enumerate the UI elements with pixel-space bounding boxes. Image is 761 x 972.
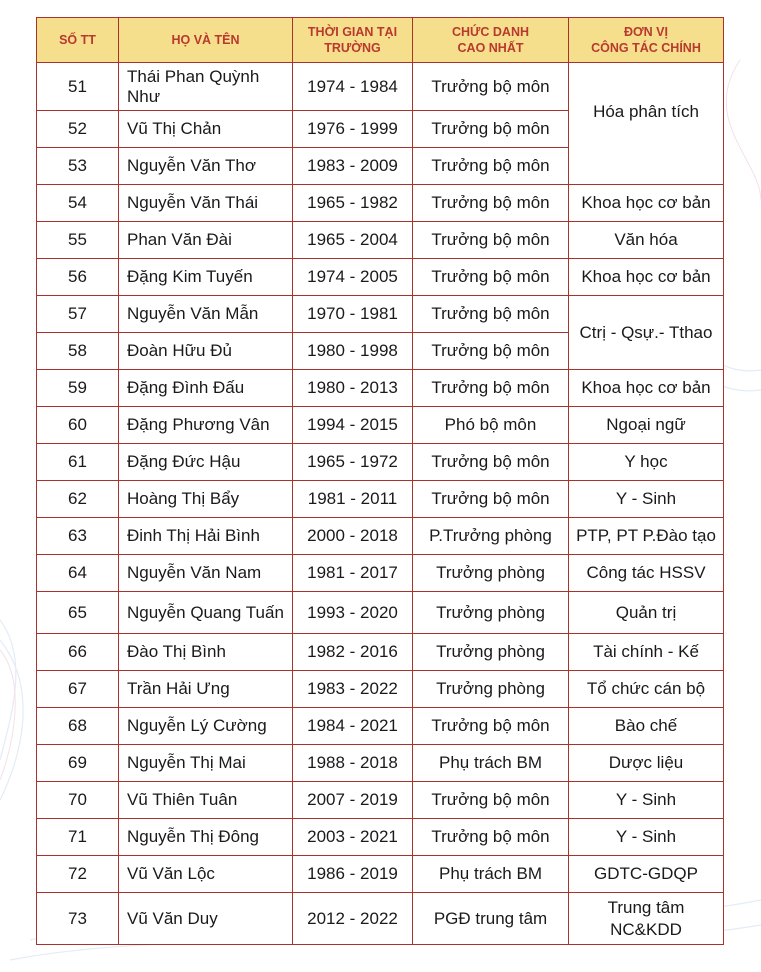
stt-cell: 57 bbox=[37, 296, 119, 333]
header-unit bbox=[569, 18, 724, 63]
title-cell: Trưởng bộ môn bbox=[413, 444, 569, 481]
header-period bbox=[293, 18, 413, 63]
title-cell: PGĐ trung tâm bbox=[413, 893, 569, 945]
stt-cell: 65 bbox=[37, 592, 119, 634]
title-cell: Phụ trách BM bbox=[413, 856, 569, 893]
table-row bbox=[37, 259, 724, 296]
name-cell: Thái Phan Quỳnh Như bbox=[119, 63, 293, 111]
period-cell: 2000 - 2018 bbox=[293, 518, 413, 555]
period-cell: 1965 - 1982 bbox=[293, 185, 413, 222]
stt-cell: 53 bbox=[37, 148, 119, 185]
name-cell: Trần Hải Ưng bbox=[119, 671, 293, 708]
name-cell: Đặng Đình Đấu bbox=[119, 370, 293, 407]
name-cell: Đặng Phương Vân bbox=[119, 407, 293, 444]
unit-cell: PTP, PT P.Đào tạo bbox=[569, 518, 724, 555]
stt-cell: 58 bbox=[37, 333, 119, 370]
unit-cell: Khoa học cơ bản bbox=[569, 185, 724, 222]
table-row bbox=[37, 782, 724, 819]
period-cell: 1981 - 2011 bbox=[293, 481, 413, 518]
title-cell: Trưởng bộ môn bbox=[413, 481, 569, 518]
table-row bbox=[37, 592, 724, 634]
table-body bbox=[37, 63, 724, 945]
unit-cell: Bào chế bbox=[569, 708, 724, 745]
table-row bbox=[37, 444, 724, 481]
stt-cell: 71 bbox=[37, 819, 119, 856]
title-cell: Trưởng bộ môn bbox=[413, 333, 569, 370]
period-cell: 1986 - 2019 bbox=[293, 856, 413, 893]
title-cell: Trưởng phòng bbox=[413, 634, 569, 671]
title-cell: Trưởng bộ môn bbox=[413, 782, 569, 819]
period-cell: 1984 - 2021 bbox=[293, 708, 413, 745]
unit-cell: Ctrị - Qsự.- Tthao bbox=[569, 296, 724, 370]
name-cell: Nguyễn Thị Mai bbox=[119, 745, 293, 782]
name-cell: Nguyễn Văn Thơ bbox=[119, 148, 293, 185]
unit-cell: Y - Sinh bbox=[569, 782, 724, 819]
stt-cell: 67 bbox=[37, 671, 119, 708]
header-title bbox=[413, 18, 569, 63]
stt-cell: 61 bbox=[37, 444, 119, 481]
unit-cell: Ngoại ngữ bbox=[569, 407, 724, 444]
table-row bbox=[37, 481, 724, 518]
header-unit-line1: ĐƠN VỊ bbox=[623, 25, 668, 39]
table-row bbox=[37, 745, 724, 782]
title-cell: Trưởng bộ môn bbox=[413, 708, 569, 745]
stt-cell: 59 bbox=[37, 370, 119, 407]
unit-cell: Quản trị bbox=[569, 592, 724, 634]
unit-cell: Hóa phân tích bbox=[569, 63, 724, 185]
title-cell: Trưởng bộ môn bbox=[413, 296, 569, 333]
title-cell: Trưởng bộ môn bbox=[413, 148, 569, 185]
table-row bbox=[37, 893, 724, 945]
period-cell: 1983 - 2009 bbox=[293, 148, 413, 185]
period-cell: 1994 - 2015 bbox=[293, 407, 413, 444]
header-title-line2: CAO NHẤT bbox=[457, 41, 524, 55]
title-cell: Phó bộ môn bbox=[413, 407, 569, 444]
stt-cell: 73 bbox=[37, 893, 119, 945]
table-row bbox=[37, 555, 724, 592]
unit-cell: Y học bbox=[569, 444, 724, 481]
name-cell: Hoàng Thị Bẩy bbox=[119, 481, 293, 518]
unit-cell: Văn hóa bbox=[569, 222, 724, 259]
name-cell: Vũ Thiên Tuân bbox=[119, 782, 293, 819]
table-row bbox=[37, 296, 724, 333]
header-title-line1: CHỨC DANH bbox=[451, 25, 530, 39]
title-cell: Trưởng bộ môn bbox=[413, 819, 569, 856]
name-cell: Nguyễn Văn Nam bbox=[119, 555, 293, 592]
name-cell: Nguyễn Văn Mẫn bbox=[119, 296, 293, 333]
period-cell: 2003 - 2021 bbox=[293, 819, 413, 856]
header-name: HỌ VÀ TÊN bbox=[119, 18, 293, 63]
name-cell: Nguyễn Văn Thái bbox=[119, 185, 293, 222]
unit-cell: Trung tâm NC&KDD bbox=[569, 893, 724, 945]
name-cell: Vũ Văn Duy bbox=[119, 893, 293, 945]
stt-cell: 55 bbox=[37, 222, 119, 259]
table-row bbox=[37, 370, 724, 407]
table-row bbox=[37, 407, 724, 444]
period-cell: 1974 - 2005 bbox=[293, 259, 413, 296]
period-cell: 1982 - 2016 bbox=[293, 634, 413, 671]
unit-cell: Dược liệu bbox=[569, 745, 724, 782]
title-cell: Trưởng bộ môn bbox=[413, 63, 569, 111]
title-cell: Trưởng phòng bbox=[413, 592, 569, 634]
table-row bbox=[37, 856, 724, 893]
title-cell: Trưởng bộ môn bbox=[413, 370, 569, 407]
title-cell: Trưởng bộ môn bbox=[413, 111, 569, 148]
title-cell: Trưởng bộ môn bbox=[413, 222, 569, 259]
table-row bbox=[37, 222, 724, 259]
table-row bbox=[37, 634, 724, 671]
name-cell: Đào Thị Bình bbox=[119, 634, 293, 671]
title-cell: Phụ trách BM bbox=[413, 745, 569, 782]
period-cell: 1970 - 1981 bbox=[293, 296, 413, 333]
table-row bbox=[37, 671, 724, 708]
name-cell: Đoàn Hữu Đủ bbox=[119, 333, 293, 370]
staff-table bbox=[36, 17, 724, 945]
stt-cell: 56 bbox=[37, 259, 119, 296]
stt-cell: 54 bbox=[37, 185, 119, 222]
unit-cell: Tổ chức cán bộ bbox=[569, 671, 724, 708]
name-cell: Nguyễn Lý Cường bbox=[119, 708, 293, 745]
table-row bbox=[37, 708, 724, 745]
header-period-line1: THỜI GIAN TẠI bbox=[307, 25, 398, 39]
stt-cell: 69 bbox=[37, 745, 119, 782]
table-row bbox=[37, 819, 724, 856]
stt-cell: 72 bbox=[37, 856, 119, 893]
name-cell: Đặng Kim Tuyến bbox=[119, 259, 293, 296]
name-cell: Đinh Thị Hải Bình bbox=[119, 518, 293, 555]
header-row bbox=[37, 18, 724, 63]
period-cell: 1993 - 2020 bbox=[293, 592, 413, 634]
stt-cell: 66 bbox=[37, 634, 119, 671]
title-cell: P.Trưởng phòng bbox=[413, 518, 569, 555]
unit-cell: Khoa học cơ bản bbox=[569, 259, 724, 296]
name-cell: Phan Văn Đài bbox=[119, 222, 293, 259]
stt-cell: 63 bbox=[37, 518, 119, 555]
period-cell: 2012 - 2022 bbox=[293, 893, 413, 945]
title-cell: Trưởng bộ môn bbox=[413, 259, 569, 296]
title-cell: Trưởng phòng bbox=[413, 555, 569, 592]
header-stt: SỐ TT bbox=[37, 18, 119, 63]
unit-cell: GDTC-GDQP bbox=[569, 856, 724, 893]
period-cell: 1965 - 1972 bbox=[293, 444, 413, 481]
period-cell: 1980 - 2013 bbox=[293, 370, 413, 407]
period-cell: 1983 - 2022 bbox=[293, 671, 413, 708]
title-cell: Trưởng bộ môn bbox=[413, 185, 569, 222]
stt-cell: 60 bbox=[37, 407, 119, 444]
period-cell: 1965 - 2004 bbox=[293, 222, 413, 259]
unit-cell: Tài chính - Kế bbox=[569, 634, 724, 671]
period-cell: 1988 - 2018 bbox=[293, 745, 413, 782]
unit-cell: Công tác HSSV bbox=[569, 555, 724, 592]
period-cell: 1980 - 1998 bbox=[293, 333, 413, 370]
unit-cell: Y - Sinh bbox=[569, 819, 724, 856]
period-cell: 1981 - 2017 bbox=[293, 555, 413, 592]
unit-cell: Khoa học cơ bản bbox=[569, 370, 724, 407]
header-unit-line2: CÔNG TÁC CHÍNH bbox=[591, 41, 701, 55]
unit-cell: Y - Sinh bbox=[569, 481, 724, 518]
name-cell: Nguyễn Thị Đông bbox=[119, 819, 293, 856]
name-cell: Nguyễn Quang Tuấn bbox=[119, 592, 293, 634]
period-cell: 2007 - 2019 bbox=[293, 782, 413, 819]
stt-cell: 64 bbox=[37, 555, 119, 592]
period-cell: 1974 - 1984 bbox=[293, 63, 413, 111]
name-cell: Đặng Đức Hậu bbox=[119, 444, 293, 481]
table-row bbox=[37, 185, 724, 222]
period-cell: 1976 - 1999 bbox=[293, 111, 413, 148]
table-row bbox=[37, 518, 724, 555]
stt-cell: 68 bbox=[37, 708, 119, 745]
title-cell: Trưởng phòng bbox=[413, 671, 569, 708]
name-cell: Vũ Văn Lộc bbox=[119, 856, 293, 893]
name-cell: Vũ Thị Chản bbox=[119, 111, 293, 148]
stt-cell: 51 bbox=[37, 63, 119, 111]
stt-cell: 70 bbox=[37, 782, 119, 819]
header-period-line2: TRƯỜNG bbox=[324, 41, 381, 55]
stt-cell: 52 bbox=[37, 111, 119, 148]
stt-cell: 62 bbox=[37, 481, 119, 518]
table-row bbox=[37, 63, 724, 111]
